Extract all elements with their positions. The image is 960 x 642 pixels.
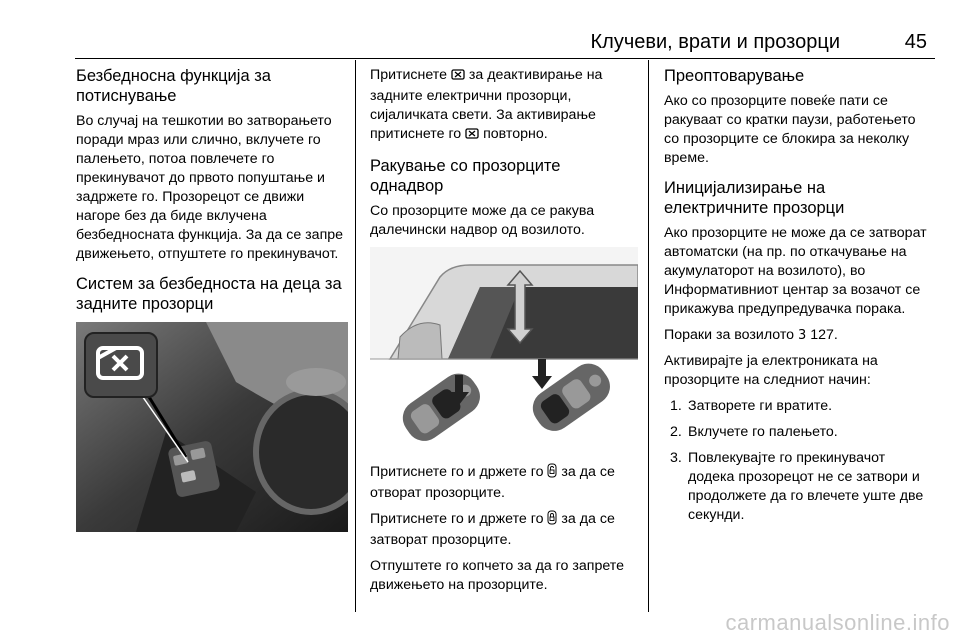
list-item: 2. Вклучете го палењето. bbox=[670, 424, 838, 440]
unlock-key-icon bbox=[547, 463, 557, 484]
watermark: carmanualsonline.info bbox=[725, 610, 950, 635]
paragraph: Отпуштете го копчето за да го запрете движењето на прозорците. bbox=[370, 558, 624, 593]
column-3 bbox=[664, 66, 928, 532]
paragraph: Притиснете го и држете го за да се отворат прозорците. bbox=[370, 464, 615, 501]
section-heading-remote-windows: Ракување со прозорците однадвор bbox=[370, 157, 561, 195]
column-1 bbox=[76, 66, 348, 532]
column-divider bbox=[355, 60, 356, 612]
paragraph: Притиснете за деактивирање на задните електрични прозорци, сијаличката свети. За активирање притиснете го повторно. bbox=[370, 66, 638, 146]
list-item: 3. Повлекувајте го прекинувачот додека прозорецот не се затвори и продолжете да го влечете уште две секунди. bbox=[670, 450, 924, 523]
page-number: 45 bbox=[904, 31, 927, 53]
paragraph: Ако со прозорците повеќе пати се ракуваат со кратки паузи, работењето со прозорците се блокира за неколку време. bbox=[664, 93, 916, 166]
page-reference-arrow-icon: 3 bbox=[798, 328, 807, 343]
paragraph: Со прозорците може да се ракува далечински надвор од возилото. bbox=[370, 203, 595, 238]
chapter-title: Клучеви, врати и прозорци bbox=[590, 31, 840, 53]
section-heading-anti-trap: Безбедносна функција за потиснување bbox=[76, 67, 271, 105]
lock-key-icon bbox=[547, 510, 557, 531]
list-item: 1. Затворете ги вратите. bbox=[670, 398, 833, 414]
paragraph: Во случај на тешкотии во затворањето поради мраз или слично, вклучете го палењето, потоа повлечете го прекинувачот до првото попуштање и задржете го. Прозорецот се движи нагоре без да биде вклучена безбедносната функција. За да се запре движењето, отпуштете го прекинувачот. bbox=[76, 113, 344, 262]
paragraph: Пораки за возилото 3 127. bbox=[664, 327, 838, 343]
column-divider bbox=[648, 60, 649, 612]
child-lock-icon bbox=[451, 68, 465, 87]
remote-key-illustration bbox=[370, 247, 638, 457]
header-rule bbox=[75, 58, 935, 59]
paragraph: Ако прозорците не може да се затворат автоматски (на пр. по откачување на акумулаторот на возилото), во Информативниот центар за возачот се прикажува предупредувачка порака. bbox=[664, 225, 927, 317]
steps-list bbox=[664, 397, 928, 525]
door-switch-illustration bbox=[76, 322, 348, 532]
page-header bbox=[75, 28, 935, 58]
column-2 bbox=[370, 66, 638, 602]
section-heading-overload: Преоптоварување bbox=[664, 67, 805, 85]
paragraph: Притиснете го и држете го за да се затворат прозорците. bbox=[370, 511, 615, 548]
section-heading-initialisation: Иницијализирање на електричните прозорци bbox=[664, 179, 845, 217]
section-heading-child-safety: Систем за безбедноста на деца за задните прозорци bbox=[76, 275, 342, 313]
child-lock-icon bbox=[84, 332, 158, 398]
paragraph: Активирајте ја електрониката на прозорците на следниот начин: bbox=[664, 353, 878, 388]
child-lock-icon bbox=[465, 127, 479, 146]
